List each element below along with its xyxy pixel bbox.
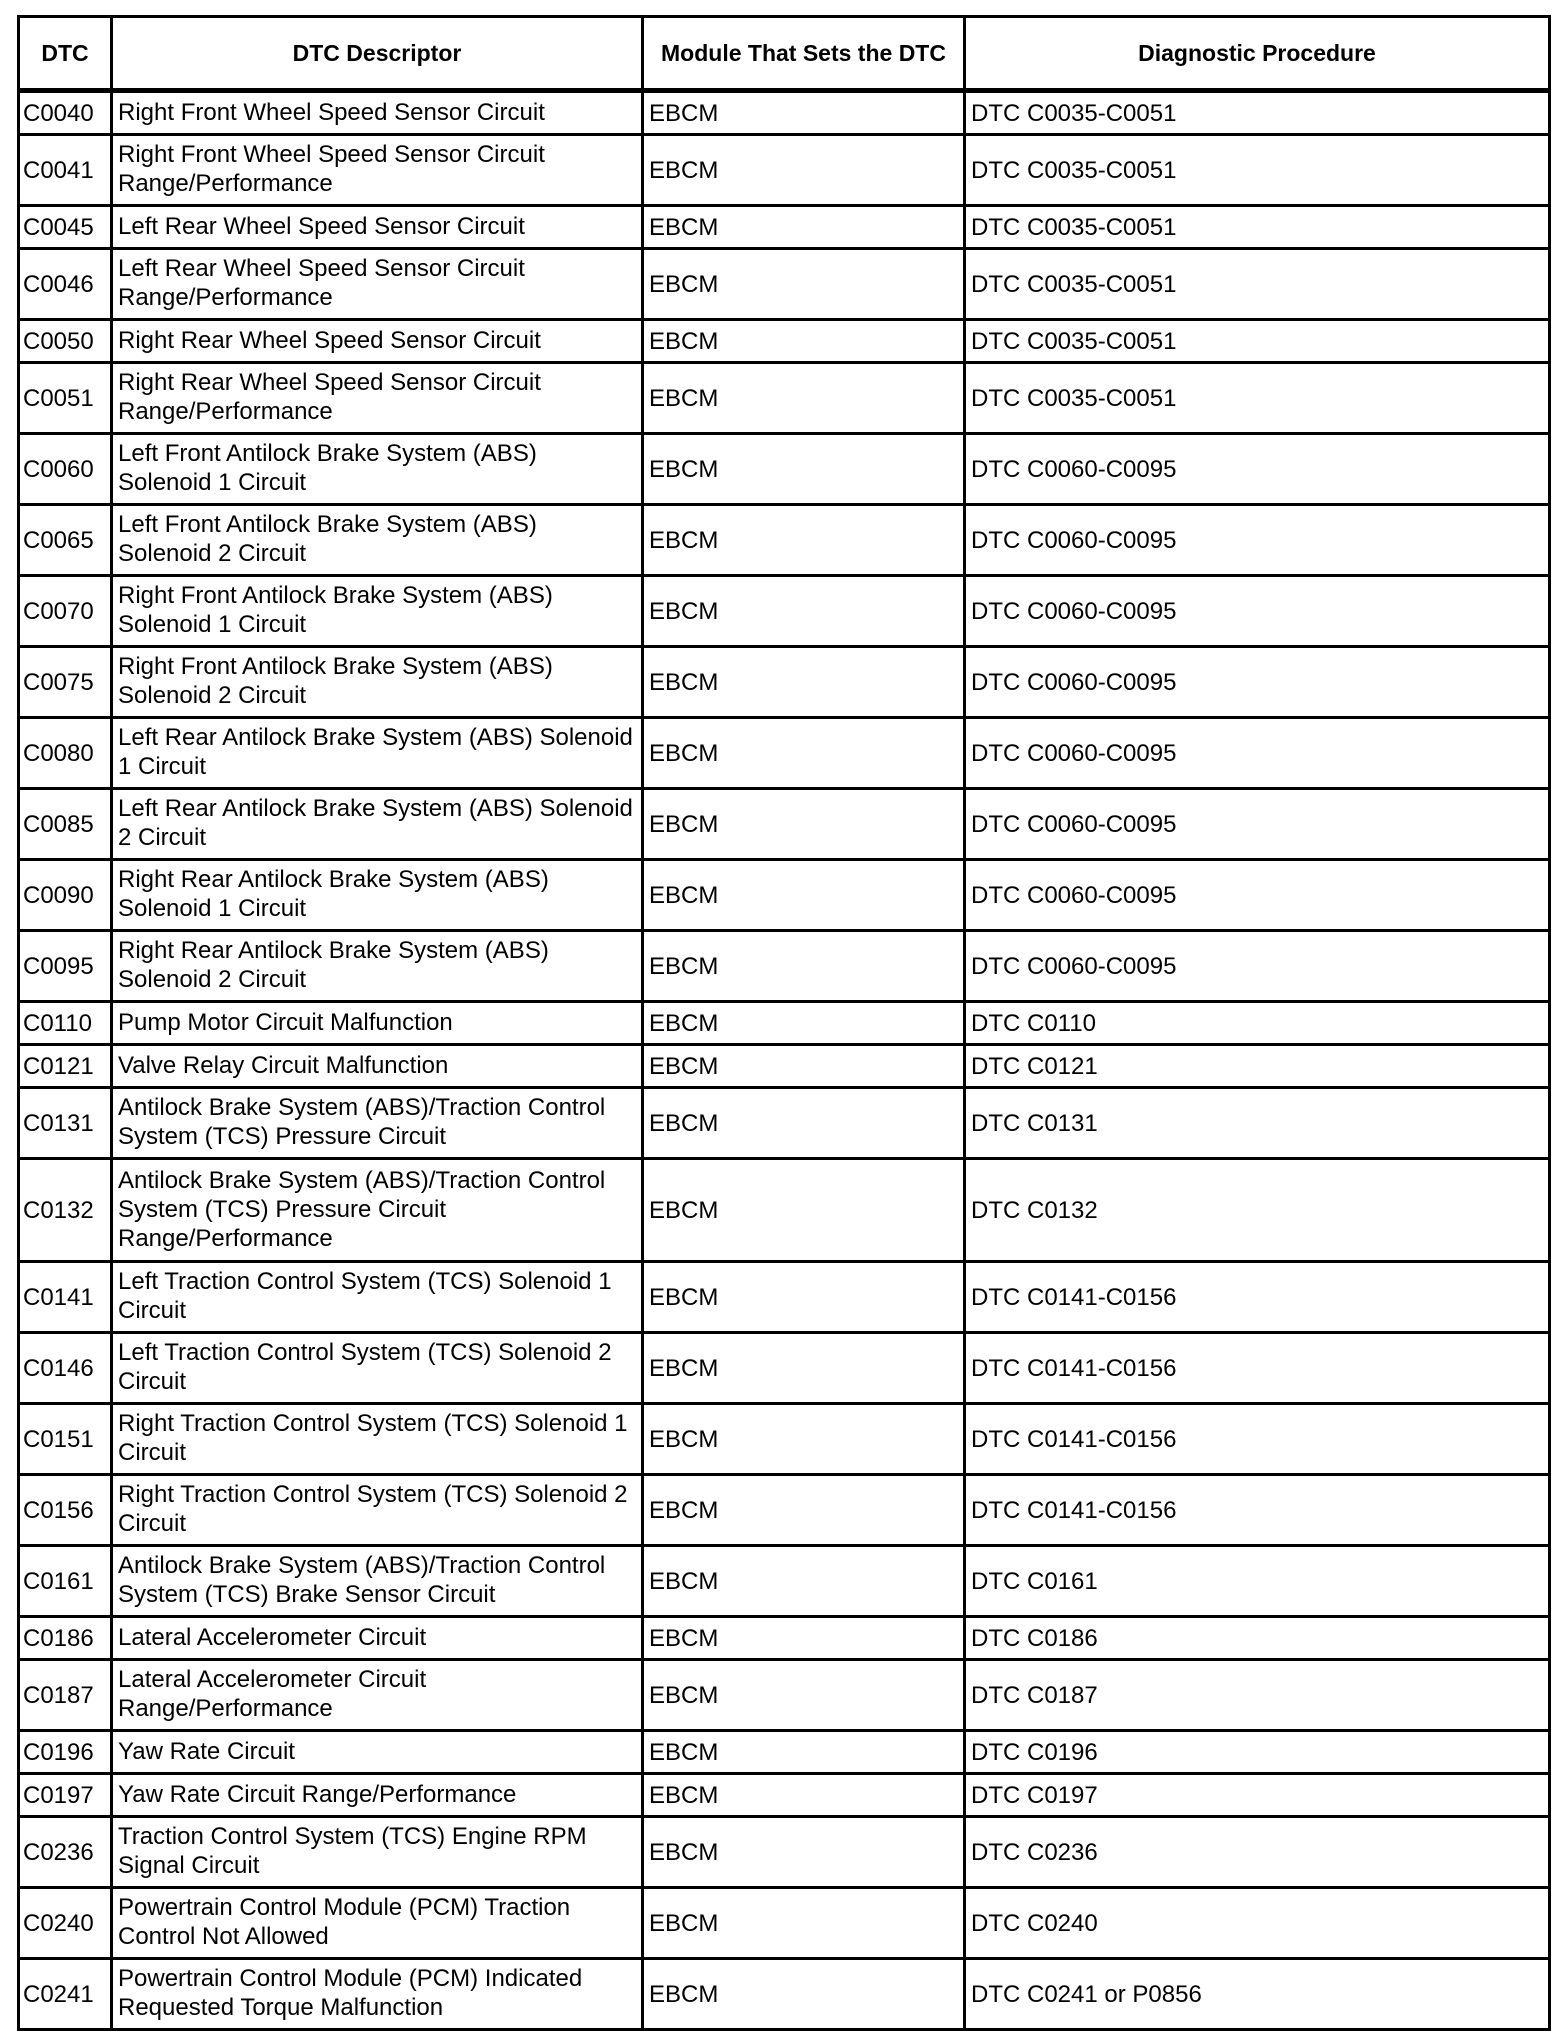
dtc-code-cell: C0186: [19, 1617, 112, 1660]
diagnostic-procedure-cell: DTC C0187: [965, 1660, 1550, 1731]
table-row: [19, 576, 1550, 647]
diagnostic-procedure-cell: DTC C0035-C0051: [965, 91, 1550, 135]
diagnostic-procedure-cell: DTC C0241 or P0856: [965, 1959, 1550, 2030]
module-cell: EBCM: [643, 1888, 965, 1959]
dtc-descriptor-cell: Left Rear Wheel Speed Sensor Circuit: [112, 206, 643, 249]
module-cell: EBCM: [643, 931, 965, 1002]
table-row: [19, 1731, 1550, 1774]
table-row: [19, 1002, 1550, 1045]
table-row: [19, 91, 1550, 135]
dtc-code-cell: C0146: [19, 1333, 112, 1404]
dtc-code-cell: C0080: [19, 718, 112, 789]
diagnostic-procedure-cell: DTC C0240: [965, 1888, 1550, 1959]
module-cell: EBCM: [643, 576, 965, 647]
diagnostic-procedure-cell: DTC C0161: [965, 1546, 1550, 1617]
module-cell: EBCM: [643, 1002, 965, 1045]
table-row: [19, 1617, 1550, 1660]
diagnostic-procedure-cell: DTC C0110: [965, 1002, 1550, 1045]
dtc-code-cell: C0070: [19, 576, 112, 647]
table-row: [19, 1546, 1550, 1617]
dtc-code-cell: C0196: [19, 1731, 112, 1774]
table-row: [19, 1660, 1550, 1731]
dtc-descriptor-cell: Traction Control System (TCS) Engine RPM Signal Circuit: [112, 1817, 643, 1888]
dtc-code-cell: C0156: [19, 1475, 112, 1546]
module-cell: EBCM: [643, 91, 965, 135]
table-row: [19, 249, 1550, 320]
module-cell: EBCM: [643, 1404, 965, 1475]
dtc-descriptor-cell: Right Rear Antilock Brake System (ABS) Solenoid 1 Circuit: [112, 860, 643, 931]
table-row: [19, 1088, 1550, 1159]
table-row: [19, 647, 1550, 718]
table-row: [19, 206, 1550, 249]
module-cell: EBCM: [643, 1731, 965, 1774]
diagnostic-procedure-cell: DTC C0035-C0051: [965, 249, 1550, 320]
dtc-descriptor-cell: Powertrain Control Module (PCM) Indicated Requested Torque Malfunction: [112, 1959, 643, 2030]
dtc-descriptor-cell: Lateral Accelerometer Circuit Range/Performance: [112, 1660, 643, 1731]
dtc-descriptor-cell: Valve Relay Circuit Malfunction: [112, 1045, 643, 1088]
dtc-code-cell: C0121: [19, 1045, 112, 1088]
module-cell: EBCM: [643, 1333, 965, 1404]
diagnostic-procedure-cell: DTC C0060-C0095: [965, 576, 1550, 647]
dtc-descriptor-cell: Left Traction Control System (TCS) Solenoid 2 Circuit: [112, 1333, 643, 1404]
dtc-code-cell: C0236: [19, 1817, 112, 1888]
dtc-descriptor-cell: Powertrain Control Module (PCM) Traction Control Not Allowed: [112, 1888, 643, 1959]
diagnostic-procedure-cell: DTC C0196: [965, 1731, 1550, 1774]
dtc-descriptor-cell: Lateral Accelerometer Circuit: [112, 1617, 643, 1660]
module-cell: EBCM: [643, 320, 965, 363]
diagnostic-procedure-cell: DTC C0035-C0051: [965, 363, 1550, 434]
header-dtc: DTC: [19, 17, 112, 91]
dtc-code-cell: C0241: [19, 1959, 112, 2030]
dtc-descriptor-cell: Left Traction Control System (TCS) Solenoid 1 Circuit: [112, 1262, 643, 1333]
dtc-table-container: [17, 15, 1548, 2031]
module-cell: EBCM: [643, 1660, 965, 1731]
module-cell: EBCM: [643, 434, 965, 505]
table-row: [19, 789, 1550, 860]
module-cell: EBCM: [643, 505, 965, 576]
dtc-code-cell: C0085: [19, 789, 112, 860]
diagnostic-procedure-cell: DTC C0121: [965, 1045, 1550, 1088]
dtc-descriptor-cell: Left Rear Antilock Brake System (ABS) Solenoid 2 Circuit: [112, 789, 643, 860]
table-row: [19, 1959, 1550, 2030]
diagnostic-procedure-cell: DTC C0060-C0095: [965, 434, 1550, 505]
module-cell: EBCM: [643, 860, 965, 931]
dtc-code-cell: C0060: [19, 434, 112, 505]
header-dtc-descriptor: DTC Descriptor: [112, 17, 643, 91]
dtc-descriptor-cell: Left Rear Wheel Speed Sensor Circuit Range/Performance: [112, 249, 643, 320]
dtc-descriptor-cell: Right Rear Wheel Speed Sensor Circuit: [112, 320, 643, 363]
diagnostic-procedure-cell: DTC C0060-C0095: [965, 931, 1550, 1002]
dtc-code-cell: C0065: [19, 505, 112, 576]
dtc-descriptor-cell: Right Front Wheel Speed Sensor Circuit: [112, 91, 643, 135]
dtc-code-cell: C0051: [19, 363, 112, 434]
dtc-descriptor-cell: Right Front Antilock Brake System (ABS) Solenoid 2 Circuit: [112, 647, 643, 718]
header-module: Module That Sets the DTC: [643, 17, 965, 91]
table-row: [19, 505, 1550, 576]
dtc-code-cell: C0041: [19, 135, 112, 206]
dtc-descriptor-cell: Antilock Brake System (ABS)/Traction Control System (TCS) Brake Sensor Circuit: [112, 1546, 643, 1617]
diagnostic-procedure-cell: DTC C0060-C0095: [965, 860, 1550, 931]
table-header-row: [19, 17, 1550, 91]
dtc-descriptor-cell: Right Rear Antilock Brake System (ABS) Solenoid 2 Circuit: [112, 931, 643, 1002]
table-row: [19, 1404, 1550, 1475]
dtc-code-cell: C0132: [19, 1159, 112, 1262]
table-row: [19, 1159, 1550, 1262]
module-cell: EBCM: [643, 1817, 965, 1888]
table-row: [19, 1475, 1550, 1546]
diagnostic-procedure-cell: DTC C0035-C0051: [965, 320, 1550, 363]
dtc-code-cell: C0095: [19, 931, 112, 1002]
table-row: [19, 1333, 1550, 1404]
dtc-descriptor-cell: Antilock Brake System (ABS)/Traction Control System (TCS) Pressure Circuit: [112, 1088, 643, 1159]
dtc-code-cell: C0046: [19, 249, 112, 320]
diagnostic-procedure-cell: DTC C0141-C0156: [965, 1333, 1550, 1404]
dtc-code-cell: C0045: [19, 206, 112, 249]
table-row: [19, 1774, 1550, 1817]
table-row: [19, 1262, 1550, 1333]
table-row: [19, 718, 1550, 789]
table-row: [19, 860, 1550, 931]
module-cell: EBCM: [643, 206, 965, 249]
module-cell: EBCM: [643, 1088, 965, 1159]
dtc-descriptor-cell: Pump Motor Circuit Malfunction: [112, 1002, 643, 1045]
module-cell: EBCM: [643, 789, 965, 860]
module-cell: EBCM: [643, 249, 965, 320]
diagnostic-procedure-cell: DTC C0141-C0156: [965, 1404, 1550, 1475]
dtc-code-cell: C0240: [19, 1888, 112, 1959]
dtc-descriptor-cell: Left Front Antilock Brake System (ABS) Solenoid 1 Circuit: [112, 434, 643, 505]
dtc-descriptor-cell: Right Traction Control System (TCS) Solenoid 2 Circuit: [112, 1475, 643, 1546]
diagnostic-procedure-cell: DTC C0060-C0095: [965, 718, 1550, 789]
dtc-code-cell: C0110: [19, 1002, 112, 1045]
dtc-descriptor-cell: Right Rear Wheel Speed Sensor Circuit Range/Performance: [112, 363, 643, 434]
module-cell: EBCM: [643, 1262, 965, 1333]
dtc-code-cell: C0141: [19, 1262, 112, 1333]
table-row: [19, 363, 1550, 434]
diagnostic-procedure-cell: DTC C0060-C0095: [965, 505, 1550, 576]
table-row: [19, 931, 1550, 1002]
diagnostic-procedure-cell: DTC C0132: [965, 1159, 1550, 1262]
module-cell: EBCM: [643, 135, 965, 206]
diagnostic-procedure-cell: DTC C0186: [965, 1617, 1550, 1660]
diagnostic-procedure-cell: DTC C0060-C0095: [965, 789, 1550, 860]
module-cell: EBCM: [643, 1617, 965, 1660]
diagnostic-procedure-cell: DTC C0236: [965, 1817, 1550, 1888]
module-cell: EBCM: [643, 1045, 965, 1088]
dtc-descriptor-cell: Right Front Antilock Brake System (ABS) Solenoid 1 Circuit: [112, 576, 643, 647]
diagnostic-procedure-cell: DTC C0035-C0051: [965, 206, 1550, 249]
diagnostic-procedure-cell: DTC C0141-C0156: [965, 1475, 1550, 1546]
table-body: [19, 91, 1550, 2030]
dtc-descriptor-cell: Antilock Brake System (ABS)/Traction Control System (TCS) Pressure Circuit Range/Performance: [112, 1159, 643, 1262]
dtc-descriptor-cell: Right Traction Control System (TCS) Solenoid 1 Circuit: [112, 1404, 643, 1475]
table-row: [19, 1817, 1550, 1888]
module-cell: EBCM: [643, 1159, 965, 1262]
dtc-descriptor-cell: Yaw Rate Circuit: [112, 1731, 643, 1774]
table-row: [19, 434, 1550, 505]
diagnostic-procedure-cell: DTC C0197: [965, 1774, 1550, 1817]
module-cell: EBCM: [643, 1959, 965, 2030]
dtc-code-cell: C0090: [19, 860, 112, 931]
dtc-code-cell: C0050: [19, 320, 112, 363]
dtc-code-cell: C0187: [19, 1660, 112, 1731]
dtc-descriptor-cell: Right Front Wheel Speed Sensor Circuit Range/Performance: [112, 135, 643, 206]
module-cell: EBCM: [643, 1475, 965, 1546]
module-cell: EBCM: [643, 363, 965, 434]
table-row: [19, 135, 1550, 206]
dtc-descriptor-cell: Yaw Rate Circuit Range/Performance: [112, 1774, 643, 1817]
diagnostic-procedure-cell: DTC C0131: [965, 1088, 1550, 1159]
module-cell: EBCM: [643, 718, 965, 789]
dtc-descriptor-cell: Left Front Antilock Brake System (ABS) Solenoid 2 Circuit: [112, 505, 643, 576]
dtc-code-cell: C0197: [19, 1774, 112, 1817]
dtc-code-cell: C0131: [19, 1088, 112, 1159]
dtc-code-cell: C0040: [19, 91, 112, 135]
dtc-code-cell: C0151: [19, 1404, 112, 1475]
module-cell: EBCM: [643, 1774, 965, 1817]
dtc-code-cell: C0075: [19, 647, 112, 718]
diagnostic-procedure-cell: DTC C0141-C0156: [965, 1262, 1550, 1333]
module-cell: EBCM: [643, 1546, 965, 1617]
dtc-table: [17, 15, 1551, 2031]
diagnostic-procedure-cell: DTC C0060-C0095: [965, 647, 1550, 718]
dtc-descriptor-cell: Left Rear Antilock Brake System (ABS) Solenoid 1 Circuit: [112, 718, 643, 789]
table-row: [19, 1045, 1550, 1088]
header-diagnostic-procedure: Diagnostic Procedure: [965, 17, 1550, 91]
module-cell: EBCM: [643, 647, 965, 718]
table-row: [19, 320, 1550, 363]
diagnostic-procedure-cell: DTC C0035-C0051: [965, 135, 1550, 206]
table-row: [19, 1888, 1550, 1959]
dtc-code-cell: C0161: [19, 1546, 112, 1617]
